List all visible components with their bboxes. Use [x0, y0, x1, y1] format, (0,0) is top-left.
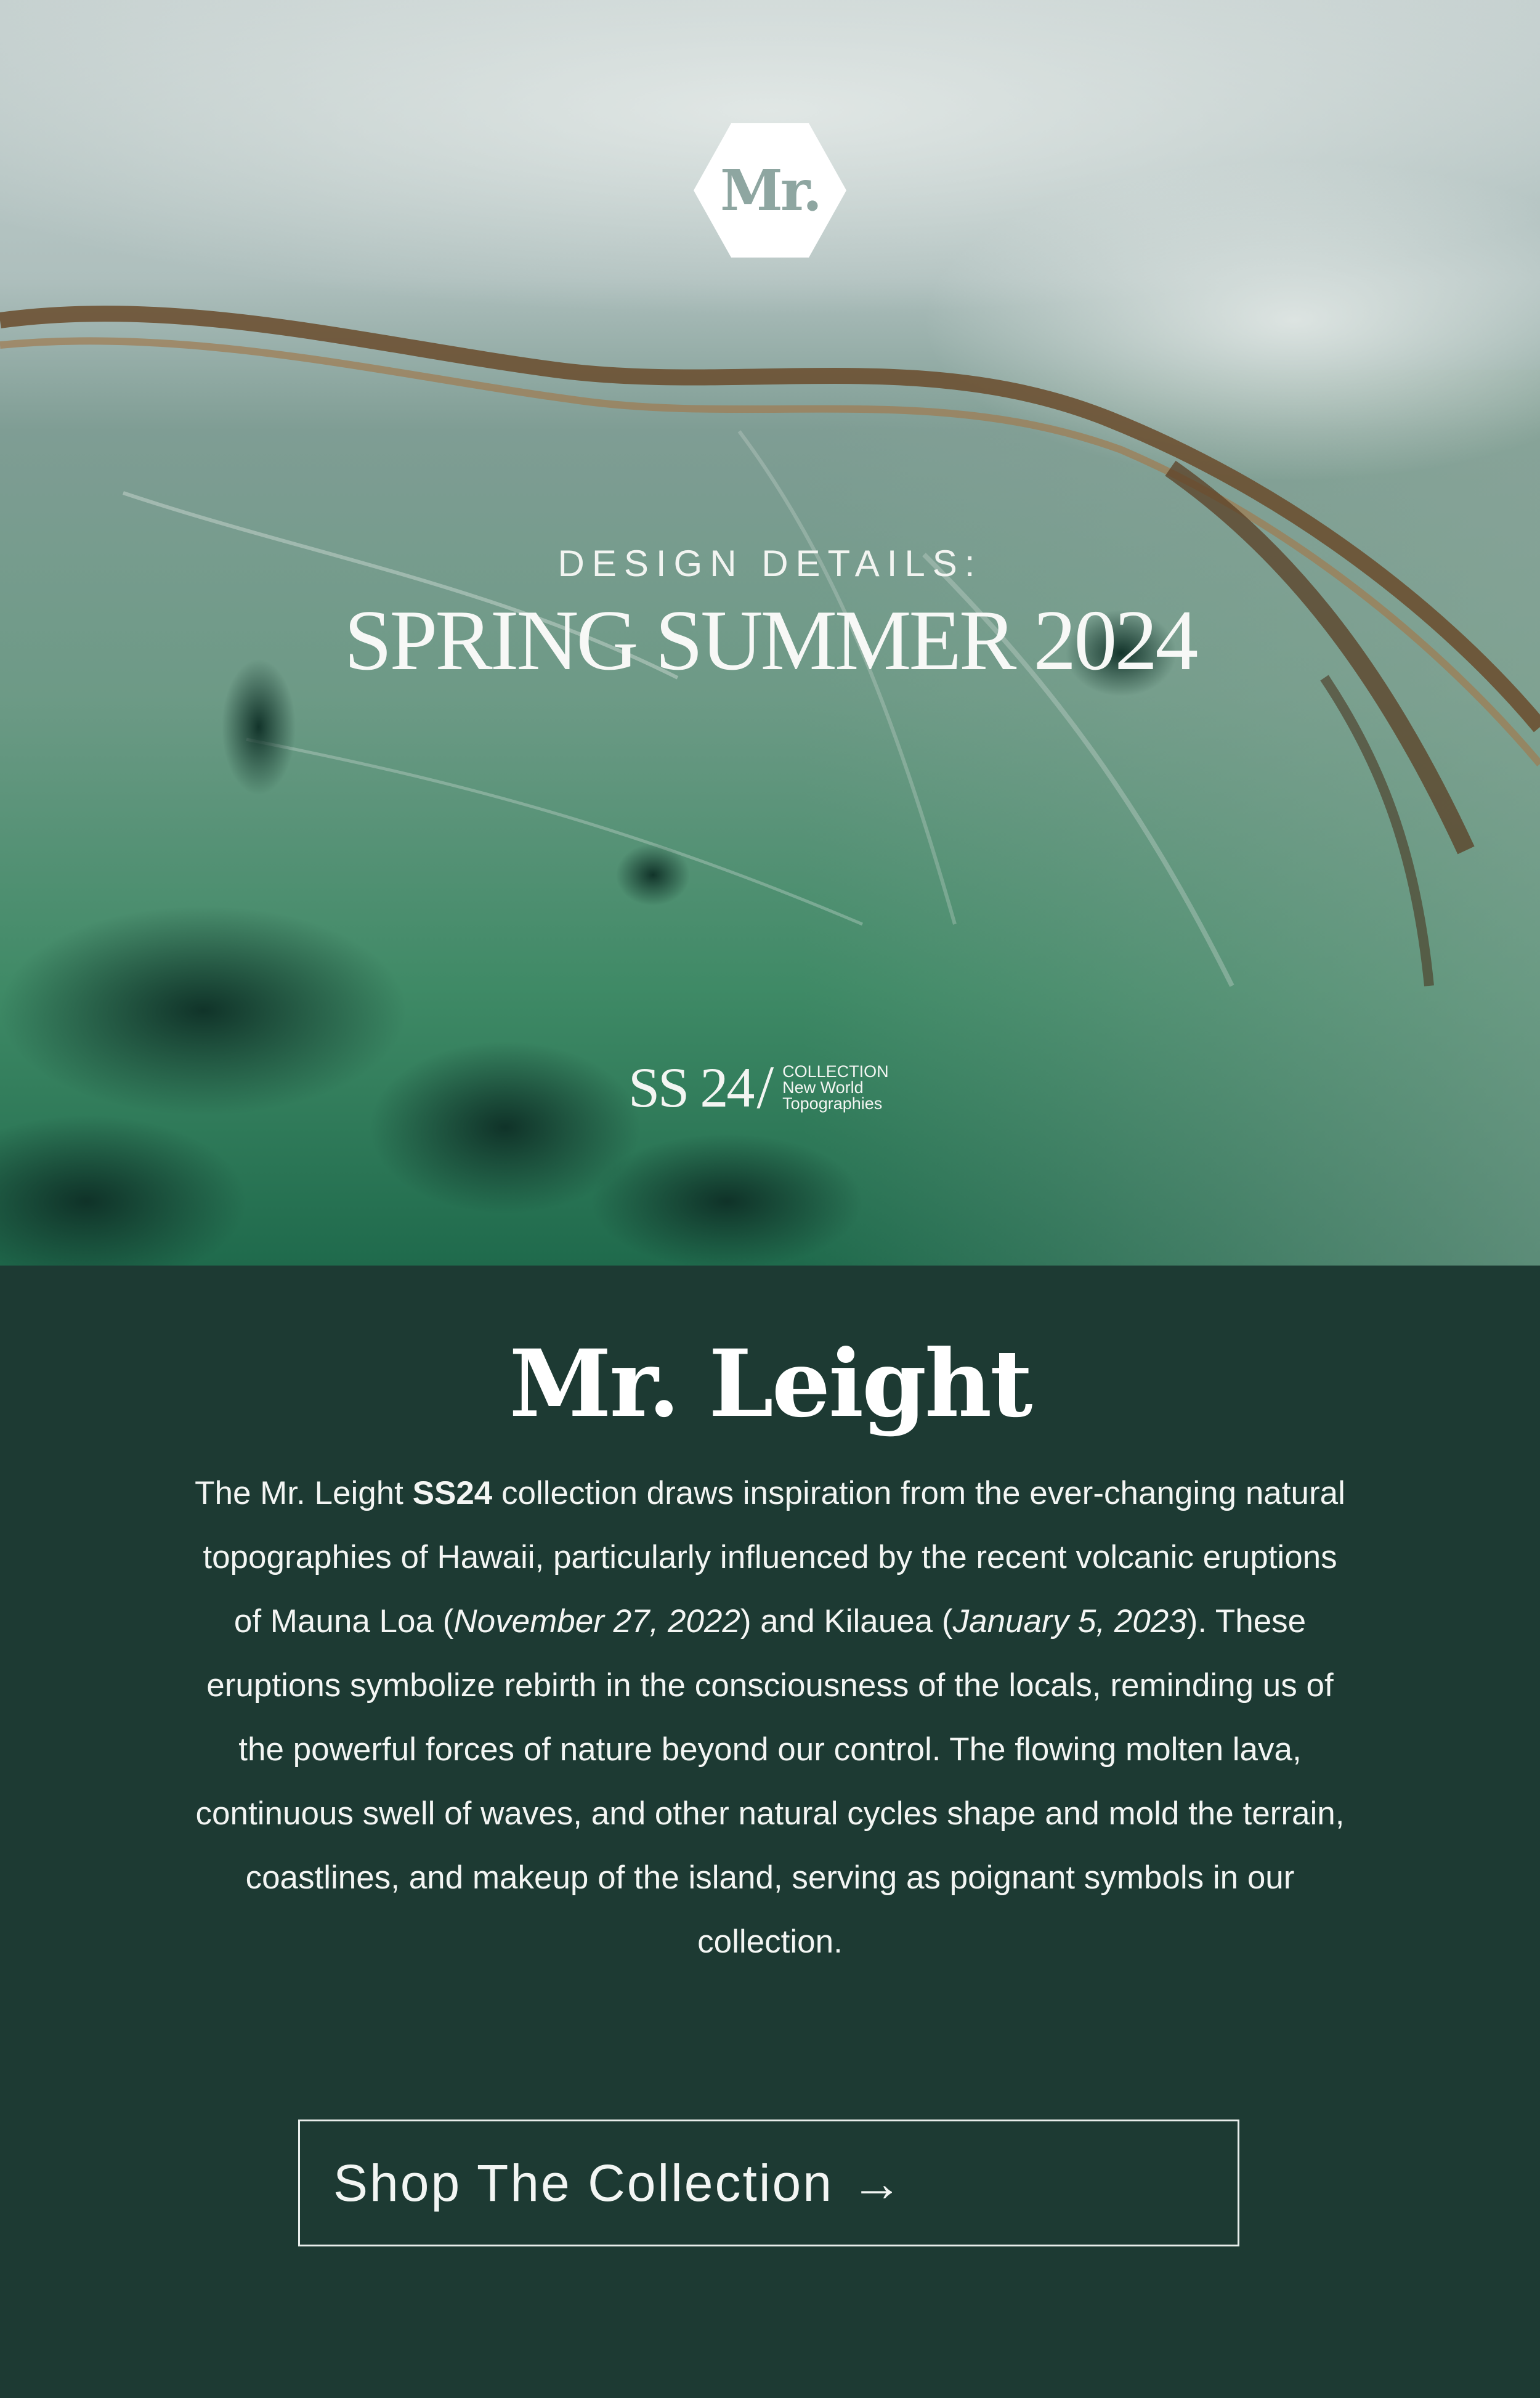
shop-collection-label: Shop The Collection	[333, 2153, 833, 2212]
season-slash: /	[756, 1053, 774, 1121]
collection-meta	[782, 1063, 889, 1112]
season-code: SS 24	[628, 1056, 753, 1119]
shop-collection-button[interactable]	[298, 2120, 1239, 2246]
description-text: ). These eruptions symbolize rebirth in the consciousness of the locals, reminding us of the powerful forces of nature beyond our control. The flowing molten lava, continuous swell of waves, and other natural cycles shape and mold the terrain, coastlines, and makeup of the island, serving as poignant symbols in our collection.	[195, 1603, 1345, 1960]
description-date: November 27, 2022	[453, 1603, 740, 1640]
description-text: collection draws inspiration from the ever-changing natural topographies of Hawaii, particularly influenced by the recent volcanic eruptions of Mauna Loa (	[203, 1475, 1345, 1640]
brand-name: Mr. Leight	[509, 1330, 1031, 1438]
collection-meta-line: New World	[782, 1078, 864, 1097]
description-text: ) and Kilauea (	[740, 1603, 953, 1640]
collection-meta-line: COLLECTION	[782, 1062, 889, 1081]
eyebrow-text: DESIGN DETAILS:	[557, 543, 983, 584]
mr-leight-logo[interactable]	[693, 122, 847, 259]
description-bold: SS24	[412, 1475, 493, 1511]
collection-mark	[628, 1053, 889, 1121]
hero-title: SPRING SUMMER 2024	[344, 593, 1196, 688]
description-text: The Mr. Leight	[195, 1475, 413, 1511]
description-date: January 5, 2023	[952, 1603, 1187, 1640]
collection-meta-line: Topographies	[782, 1094, 883, 1113]
arrow-right-icon: →	[850, 2153, 904, 2212]
collection-description	[185, 1461, 1355, 1974]
logo-text: Mr.	[720, 157, 820, 224]
